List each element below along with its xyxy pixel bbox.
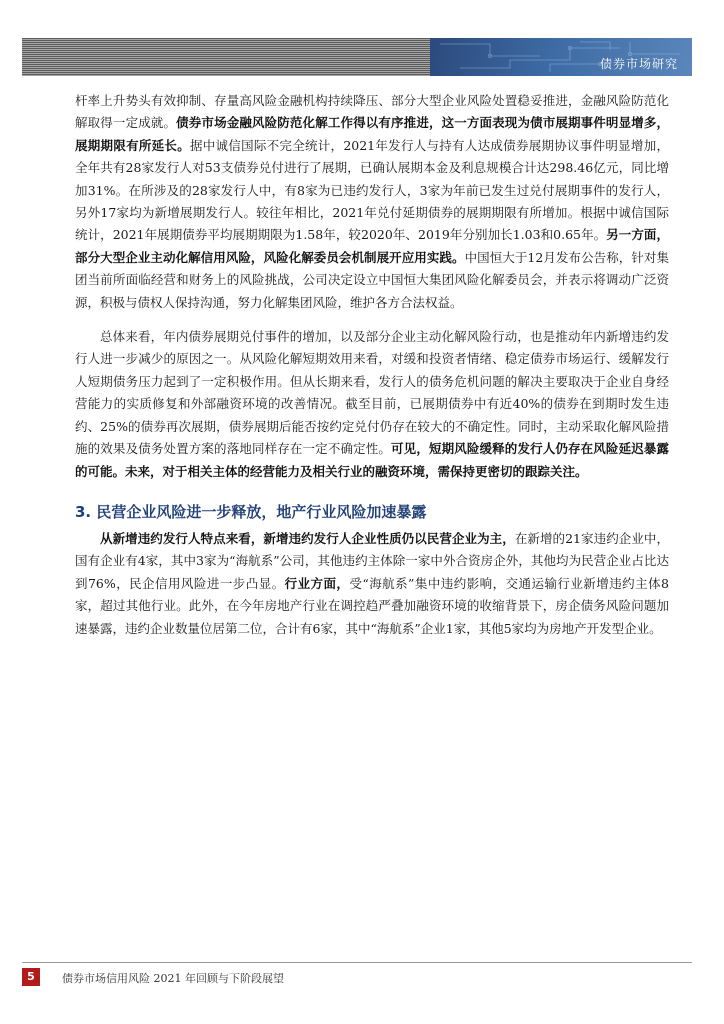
paragraph-1-text-b: 据中诚信国际不完全统计，2021年发行人与持有人达成债券展期协议事件明显增加，全年共有28家发行人对53支债券兑付进行了展期，已确认展期本金及利息规模合计达298.46亿元，同比增加31%。在所涉及的28家发行人中，有8家为已违约发行人，3家为年前已发生过兑付展期事件的发行人，另外17家均为新增展期发行人。较往年相比，2021年兑付延期债券的展期期限有所增加。根据中诚信国际统计，2021年展期债券平均展期期限为1.58年，较2020年、2019年分别加长1.03和0.65年。: [75, 137, 669, 243]
header-stripe-block: [22, 38, 432, 76]
paragraph-1-bold-a: 债券市场金融风险防范化解工作得以有序推进，这一方面表现为债市展期事件明显增多，展期期限有所延长。: [75, 115, 669, 153]
header-title: 债券市场研究: [599, 57, 678, 71]
footer-divider: [22, 962, 692, 963]
paragraph-3-bold-b: 行业方面，: [284, 575, 350, 591]
paragraph-1: [75, 90, 669, 314]
paragraph-3-bold-a: 从新增违约发行人特点来看，新增违约发行人企业性质仍以民营企业为主，: [100, 530, 515, 546]
paragraph-1-text-a: 杆率上升势头有效抑制、存量高风险金融机构持续降压、部分大型企业风险处置稳妥推进，金融风险防范化解取得一定成就。: [75, 93, 669, 131]
paragraph-3-text-b: 受“海航系”集中违约影响，交通运输行业新增违约主体8家，超过其他行业。此外，在今年房地产行业在调控趋严叠加融资环境的收缩背景下，房企债务风险问题加速暴露，违约企业数量位居第二位，合计有6家，其中“海航系”企业1家，其他5家均为房地产开发型企业。: [75, 575, 669, 636]
paragraph-2-bold: 可见，短期风险缓释的发行人仍存在风险延迟暴露的可能。未来，对于相关主体的经营能力及相关行业的融资环境，需保持更密切的跟踪关注。: [75, 441, 669, 479]
paragraph-3: [75, 528, 669, 640]
paragraph-2: [75, 326, 669, 483]
paragraph-2-text: 总体来看，年内债券展期兑付事件的增加，以及部分企业主动化解风险行动，也是推动年内新增违约发行人进一步减少的原因之一。从风险化解短期效用来看，对缓和投资者情绪、稳定债券市场运行、缓解发行人短期债务压力起到了一定积极作用。但从长期来看，发行人的债务危机问题的解决主要取决于企业自身经营能力的实质修复和外部融资环境的改善情况。截至目前，已展期债券中有近40%的债券在到期时发生违约、25%的债券再次展期，债券展期后能否按约定兑付仍存在较大的不确定性。同时，主动采取化解风险措施的效果及债务处置方案的落地同样存在一定不确定性。: [75, 329, 669, 457]
main-content: [75, 90, 669, 652]
paragraph-1-text-c: 中国恒大于12月发布公告称，针对集团当前所面临经营和财务上的风险挑战，公司决定设立中国恒大集团风险化解委员会，并表示将调动广泛资源，积极与债权人保持沟通，努力化解集团风险，维护各方合法权益。: [75, 249, 669, 310]
footer-title: 债券市场信用风险 2021 年回顾与下阶段展望: [62, 972, 284, 985]
paragraph-3-text-a: 在新增的21家违约企业中，国有企业有4家，其中3家为“海航系”公司，其他违约主体除一家中外合资房企外，其他均为民营企业占比达到76%，民企信用风险进一步凸显。: [75, 530, 669, 591]
header-label: [430, 38, 692, 76]
header-band: [22, 38, 692, 76]
paragraph-1-bold-b: 另一方面，部分大型企业主动化解信用风险，风险化解委员会机制展开应用实践。: [75, 227, 669, 265]
page-number-badge: 5: [22, 968, 40, 986]
section-heading: 3. 民营企业风险进一步释放，地产行业风险加速暴露: [75, 502, 427, 521]
